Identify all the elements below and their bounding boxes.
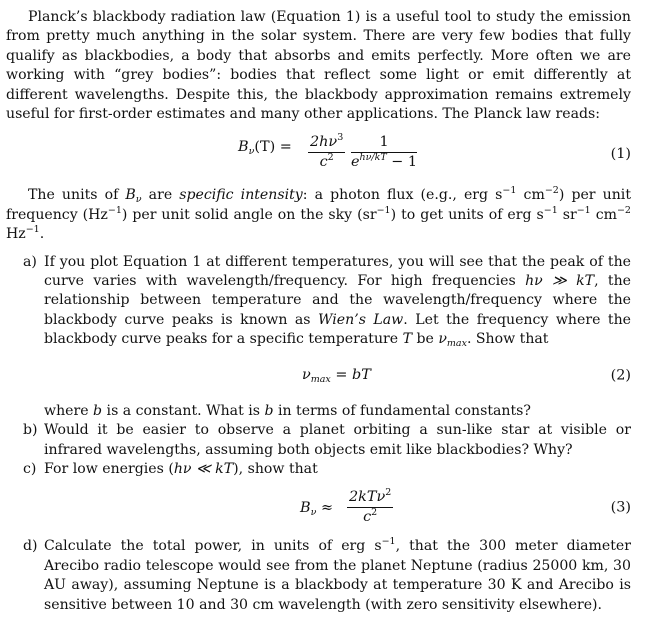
equation-2-number: (2) (610, 366, 631, 383)
equation-1-fraction-b: 1 $e^{h\nu/kT} - 1$ (351, 134, 418, 171)
equation-3-fraction: 2kTν$^2$ $c^2$ (349, 487, 392, 526)
equation-1-fraction-a: $\frac{2h\nu^3}{c^2}$ (310, 132, 344, 171)
equation-3: $B_\nu$ ≈ 2kTν$^2$ $c^2$ (3) (300, 487, 631, 526)
question-d-text: Calculate the total power, in units of erg $s^{-1}$, that the 300 meter diameter Arecibo radio telescope would see from the planet Neptune (radius 25000 km, 30 AU away), assuming Neptune is a blackbody at temperature 30 K and Arecibo is sensitive between 10 and 30 cm wavelength (with zero sensitivity elsewhere). (44, 536, 631, 613)
equation-1-lhs: $B_\nu(T)$ = (238, 139, 292, 158)
equation-2: $\nu_{max}$ = bT (2) (302, 366, 631, 385)
equation-1 (6, 126, 631, 182)
question-list (6, 253, 631, 615)
question-d (6, 537, 631, 615)
equation-3-number: (3) (610, 499, 631, 516)
question-a-text: If you plot Equation 1 at different temperatures, you will see that the peak of the curve varies with wavelength/frequency. For high frequencies hν ≫ kT, the relationship between temperature and the wavelength/frequency where the blackbody curve peaks is known as Wien’s Law. Let the frequency where the blackbody curve peaks for a specific temperature T be $\nu_{max}$. Show that (44, 253, 632, 350)
question-c-label: c) (23, 460, 37, 477)
question-c (6, 460, 631, 537)
question-a (6, 253, 631, 421)
question-b (6, 421, 631, 460)
question-a-followup: where b is a constant. What is b in terms of fundamental constants? (44, 402, 531, 419)
question-b-text: Would it be easier to observe a planet orbiting a sun-like star at visible or infrared wavelengths, assuming both objects emit like blackbodies? Why? (44, 422, 631, 458)
question-a-label: a) (23, 253, 37, 270)
question-d-label: d) (23, 538, 38, 555)
question-c-text: For low energies (hν ≪ kT), show that (44, 460, 318, 477)
units-paragraph: The units of $B_\nu$ are specific intensity: a photon flux (e.g., erg $s^{-1}$ $cm^{-2}$) per unit frequency $(Hz^{-1})$ per unit solid angle on the sky $(sr^{-1})$ to get units of erg $s^{-1}$ $sr^{-1}$ $cm^{-2}$ $Hz^{-1}$. (6, 185, 631, 243)
intro-paragraph: Planck’s blackbody radiation law (Equation 1) is a useful tool to study the emission from pretty much anything in the solar system. There are very few bodies that fully qualify as blackbodies, a body that absorbs and emits perfectly. More often we are working with “grey bodies”: bodies that reflect some light or emit differently at different wavelengths. Despite this, the blackbody approximation remains extremely useful for first-order estimates and many other applications. The Planck law reads: (6, 9, 631, 123)
question-b-label: b) (23, 422, 38, 439)
equation-1-number: (1) (610, 146, 631, 163)
document-page (6, 8, 631, 615)
